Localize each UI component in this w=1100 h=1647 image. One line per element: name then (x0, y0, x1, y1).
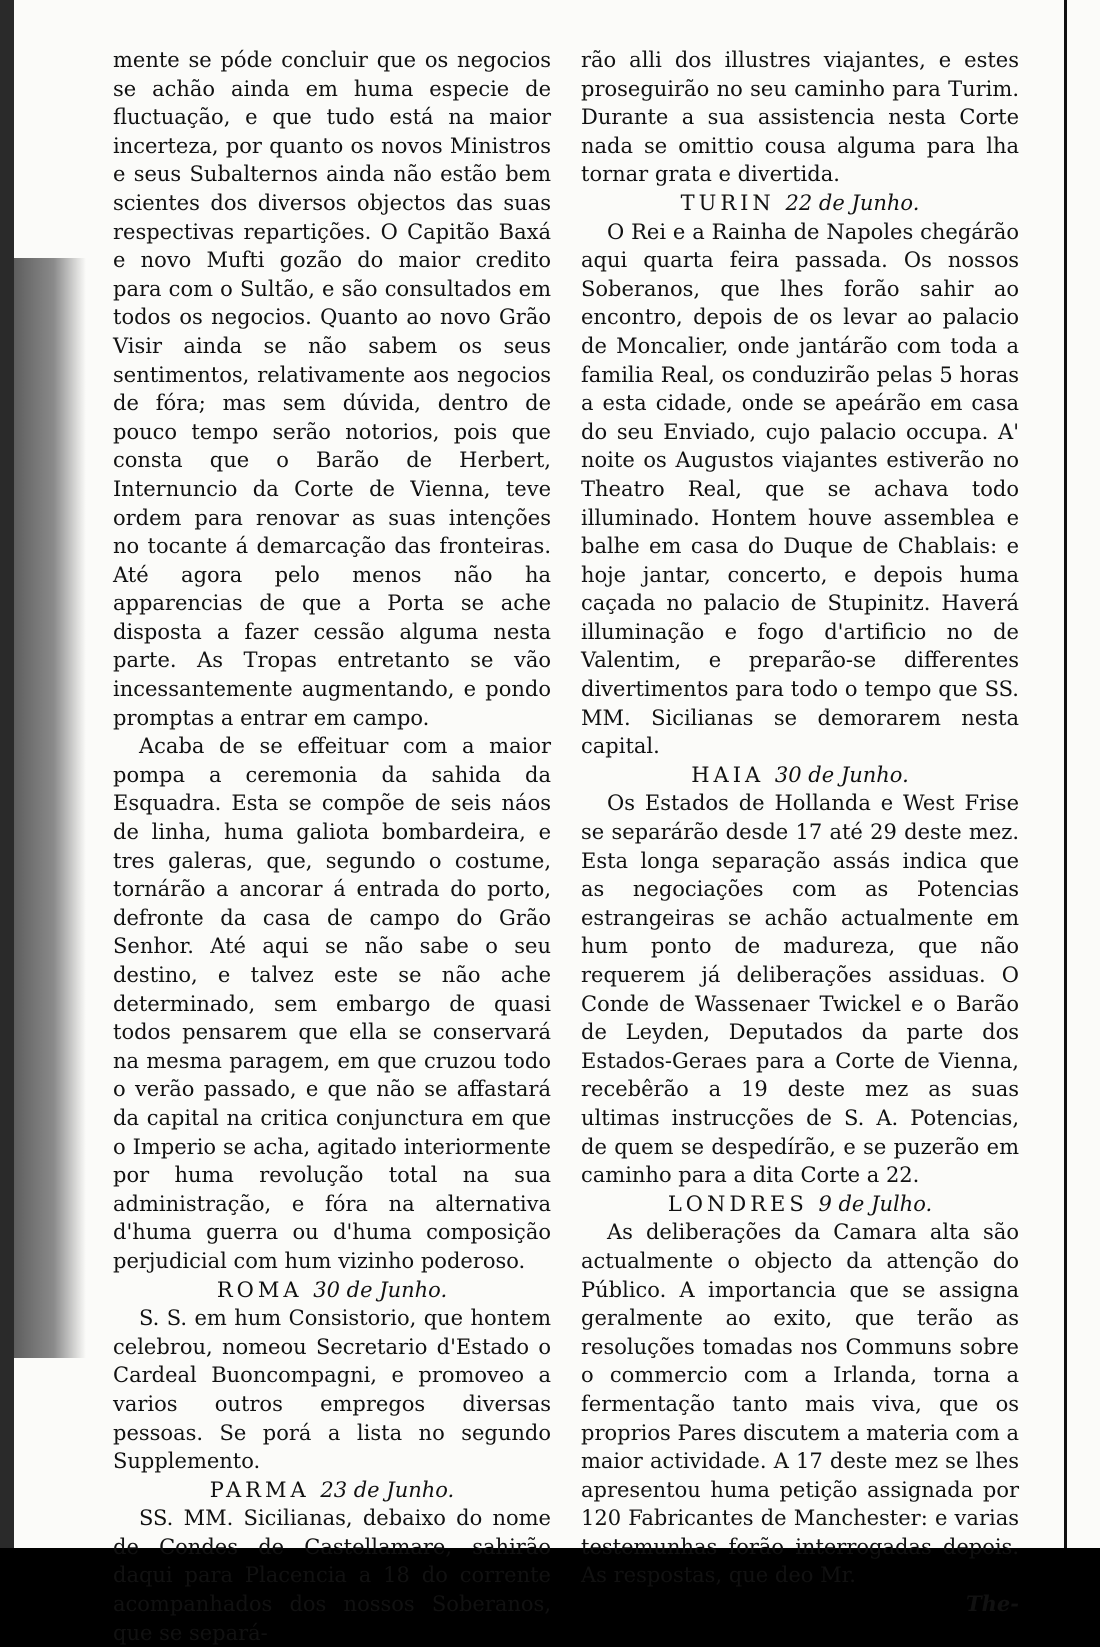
dateline-date: 30 de Junho. (313, 1277, 448, 1302)
dateline-date: 22 de Junho. (785, 190, 920, 215)
dateline-date: 23 de Junho. (320, 1477, 455, 1502)
parma-report: SS. MM. Sicilianas, debaixo do nome de Condes de Castellamare, sahirão daqui para Placencia a 18 do corrente acompanhados dos nossos Soberanos, que se separá- (113, 1506, 551, 1645)
dateline-place: PARMA (209, 1477, 310, 1502)
catchword: The- (966, 1591, 1019, 1617)
fleet-departure-paragraph: Acaba de se effeituar com a maior pompa a ceremonia da sahida da Esquadra. Esta se compõe de seis náos de linha, huma galiota bombardeira, e tres galeras, que, segundo o costume, tornárão a ancorar á entrada do porto, defronte da casa de campo do Grão Senhor. Até aqui se não sabe o seu destino, e talvez este se não ache determinado, sem embargo de quasi todos pensarem que ella se conservará na mesma paragem, em que cruzou todo o verão passado, e que não se affastará da capital na critica conjunctura em que o Imperio se acha, agitado interiormente por huma revolução total na sua administração, e fóra na alternativa d'huma guerra ou d'huma composição perjudicial com hum vizinho poderoso. (113, 734, 551, 1273)
right-margin-rule (1064, 0, 1067, 1548)
parma-report-continued: rão alli dos illustres viajantes, e estes proseguirão no seu caminho para Turim. Durante a sua assistencia nesta Corte nada se omittio cousa alguma para lha tornar grata e divertida. (581, 48, 1019, 187)
left-column (113, 46, 551, 1647)
scan-left-edge (0, 0, 14, 1575)
londres-report: As deliberações da Camara alta são actualmente o objecto da attenção do Público. A importancia que se assigna geralmente ao exito, que terão as resoluções tomadas nos Communs sobre o commercio com a Irlanda, torna a fermentação tanto mais viva, que os proprios Pares discutem a materia com a maior actividade. A 17 deste mez se lhes apresentou huma petição assignada por 120 Fabricantes de Manchester: e varias testemunhas forão interrogadas depois. As respostas, que deo Mr. (581, 1220, 1019, 1588)
haia-report: Os Estados de Hollanda e West Frise se separárão desde 17 até 29 deste mez. Esta longa separação assás indica que as negociações com as Potencias estrangeiras se achão actualmente em hum ponto de madureza, que não requerem já deliberações assiduas. O Conde de Wassenaer Twickel e o Barão de Leyden, Deputados da parte dos Estados-Geraes para a Corte de Vienna, recebêrão a 19 deste mez as suas ultimas instrucções de S. A. Potencias, de quem se despedírão, e se puzerão em caminho para a dita Corte a 22. (581, 791, 1019, 1188)
dateline-date: 30 de Junho. (774, 762, 909, 787)
dateline-place: TURIN (680, 190, 775, 215)
dateline-haia (581, 761, 1019, 790)
dateline-londres (581, 1190, 1019, 1219)
dateline-date: 9 de Julho. (818, 1191, 933, 1216)
dateline-parma (113, 1476, 551, 1505)
dateline-place: ROMA (216, 1277, 303, 1302)
roma-report: S. S. em hum Consistorio, que hontem celebrou, nomeou Secretario d'Estado o Cardeal Buoncompagni, e promoveo a varios outros empregos diversas pessoas. Se porá a lista no segundo Supplemento. (113, 1306, 551, 1474)
right-column (581, 46, 1019, 1619)
dateline-roma (113, 1276, 551, 1305)
turin-report: O Rei e a Rainha de Napoles chegárão aqui quarta feira passada. Os nossos Soberanos, que lhes forão sahir ao encontro, depois de os levar ao palacio de Moncalier, onde jantárão com toda a familia Real, os conduzirão pelas 5 horas a esta cidade, onde se apeárão em casa do seu Enviado, cujo palacio occupa. A' noite os Augustos viajantes estiverão no Theatro Real, que se achava todo illuminado. Hontem houve assemblea e balhe em casa do Duque de Chablais: e hoje jantar, concerto, e depois huma caçada no palacio de Stupinitz. Haverá illuminação e fogo d'artificio no de Valentim, e preparão-se differentes divertimentos para todo o tempo que SS. MM. Sicilianas se demorarem nesta capital. (581, 219, 1019, 759)
scan-shadow (14, 258, 86, 1358)
dateline-place: HAIA (691, 762, 765, 787)
dateline-turin (581, 189, 1019, 218)
dateline-place: LONDRES (667, 1191, 808, 1216)
istanbul-report-continued: mente se póde concluir que os negocios se achão ainda em huma especie de fluctuação, e que tudo está na maior incerteza, por quanto os novos Ministros e seus Subalternos ainda não estão bem scientes dos diversos objectos das suas respectivas repartições. O Capitão Baxá e novo Mufti gozão do maior credito para com o Sultão, e são consultados em todos os negocios. Quanto ao novo Grão Visir ainda se não sabem os seus sentimentos, relativamente aos negocios de fóra; mas sem dúvida, dentro de pouco tempo serão notorios, pois que consta que o Barão de Herbert, Internuncio da Corte de Vienna, teve ordem para renovar as suas intenções no tocante á demarcação das fronteiras. Até agora pelo menos não ha apparencias de que a Porta se ache disposta a fazer cessão alguma nesta parte. As Tropas entretanto se vão incessantemente augmentando, e pondo promptas a entrar em campo. (113, 48, 551, 730)
